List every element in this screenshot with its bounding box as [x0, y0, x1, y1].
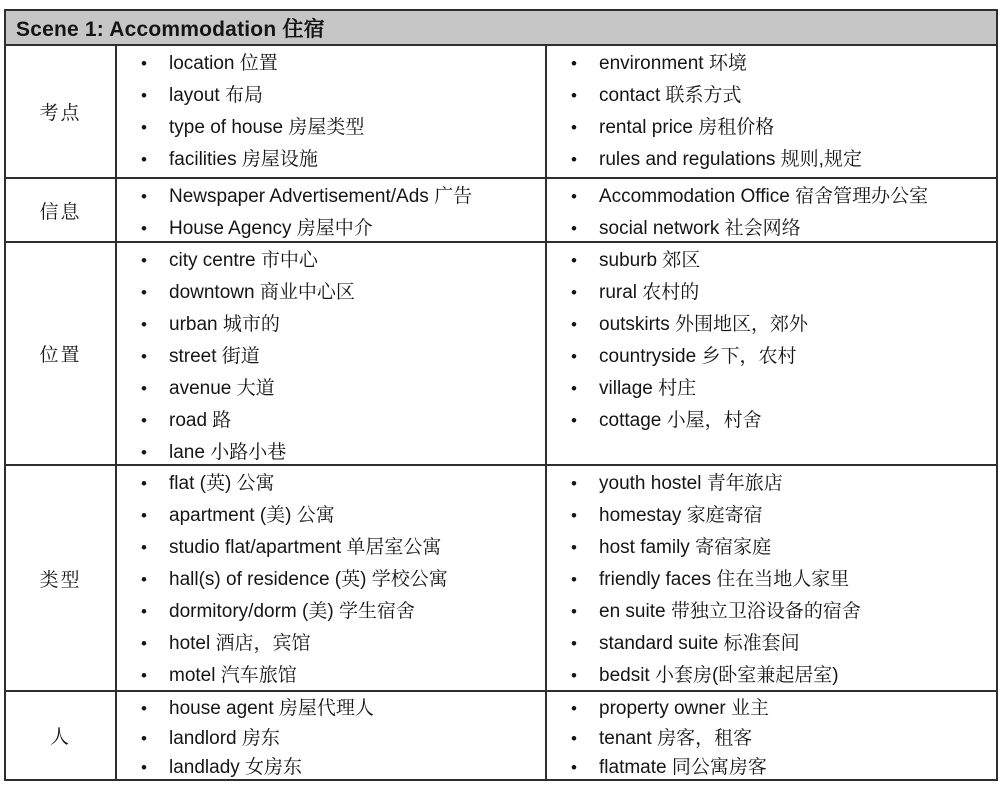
vocab-list-left: [117, 466, 545, 690]
bullet-icon: •: [141, 187, 147, 206]
vocab-item: [547, 144, 996, 176]
table-row: [6, 692, 996, 779]
bullet-icon: •: [141, 315, 147, 334]
bullet-icon: •: [571, 538, 577, 557]
bullet-icon: •: [141, 443, 147, 462]
vocab-text: host family 寄宿家庭: [599, 537, 772, 558]
vocab-item: [117, 596, 545, 628]
vocab-list-right: [547, 466, 996, 690]
vocab-text: road 路: [169, 410, 232, 431]
vocab-item: [547, 277, 996, 309]
bullet-icon: •: [571, 283, 577, 302]
table-row: [6, 46, 996, 179]
vocab-item: [117, 628, 545, 660]
bullet-icon: •: [141, 54, 147, 73]
vocabulary-table: [4, 9, 998, 781]
vocab-item: [117, 694, 545, 724]
vocab-item: [547, 181, 996, 213]
table-row: [6, 243, 996, 466]
bullet-icon: •: [141, 538, 147, 557]
vocab-item: [117, 341, 545, 373]
bullet-icon: •: [571, 634, 577, 653]
vocab-item: [547, 628, 996, 660]
page-title: Scene 1: Accommodation 住宿: [16, 17, 325, 41]
vocab-text: youth hostel 青年旅店: [599, 473, 783, 494]
vocab-item: [547, 694, 996, 724]
vocab-item: [117, 468, 545, 500]
vocab-text: city centre 市中心: [169, 250, 318, 271]
vocab-list-right: [547, 179, 996, 241]
vocab-list-right: [547, 46, 996, 176]
vocab-item: [547, 405, 996, 437]
vocab-list-left: [117, 692, 545, 779]
bullet-icon: •: [571, 219, 577, 238]
vocab-text: rules and regulations 规则,规定: [599, 149, 862, 170]
vocab-text: flat (英) 公寓: [169, 473, 275, 494]
vocab-text: street 街道: [169, 346, 260, 367]
vocab-item: [547, 500, 996, 532]
bullet-icon: •: [141, 411, 147, 430]
bullet-icon: •: [141, 506, 147, 525]
table-row: [6, 466, 996, 692]
vocab-item: [117, 564, 545, 596]
bullet-icon: •: [141, 602, 147, 621]
vocab-list-left: [117, 179, 545, 241]
bullet-icon: •: [571, 728, 577, 748]
vocab-text: facilities 房屋设施: [169, 149, 318, 170]
bullet-icon: •: [141, 379, 147, 398]
bullet-icon: •: [141, 150, 147, 169]
vocab-text: downtown 商业中心区: [169, 282, 355, 303]
vocab-text: rental price 房租价格: [599, 117, 775, 138]
vocab-item: [547, 724, 996, 754]
vocab-text: urban 城市的: [169, 314, 280, 335]
vocab-item: [547, 373, 996, 405]
vocab-text: Accommodation Office 宿舍管理办公室: [599, 186, 929, 207]
bullet-icon: •: [571, 347, 577, 366]
vocab-list-left: [117, 243, 545, 464]
bullet-icon: •: [141, 219, 147, 238]
vocab-item: [117, 405, 545, 437]
vocab-text: landlady 女房东: [169, 757, 303, 778]
row-label: 信息: [6, 179, 117, 241]
bullet-icon: •: [141, 570, 147, 589]
vocab-text: countryside 乡下，农村: [599, 346, 797, 367]
bullet-icon: •: [141, 251, 147, 270]
vocab-item: [547, 532, 996, 564]
vocab-text: hotel 酒店，宾馆: [169, 633, 311, 654]
vocab-item: [117, 181, 545, 213]
vocab-text: Newspaper Advertisement/Ads 广告: [169, 186, 473, 207]
vocab-list-left: [117, 46, 545, 176]
vocab-item: [117, 373, 545, 405]
vocab-text: dormitory/dorm (美) 学生宿舍: [169, 601, 415, 622]
bullet-icon: •: [141, 283, 147, 302]
vocab-item: [117, 112, 545, 144]
vocab-text: layout 布局: [169, 85, 263, 106]
vocab-item: [117, 245, 545, 277]
vocab-item: [547, 213, 996, 241]
vocab-text: House Agency 房屋中介: [169, 218, 373, 239]
bullet-icon: •: [571, 666, 577, 685]
bullet-icon: •: [571, 251, 577, 270]
table-header: [6, 11, 996, 46]
vocab-item: [547, 564, 996, 596]
bullet-icon: •: [141, 666, 147, 685]
vocab-item: [547, 112, 996, 144]
bullet-icon: •: [141, 758, 147, 777]
vocab-text: rural 农村的: [599, 282, 700, 303]
vocab-cell-left: [117, 46, 547, 177]
bullet-icon: •: [571, 758, 577, 777]
vocab-list-right: [547, 692, 996, 779]
table-row: [6, 179, 996, 243]
vocab-text: tenant 房客，租客: [599, 727, 753, 749]
bullet-icon: •: [141, 634, 147, 653]
vocab-text: suburb 郊区: [599, 250, 701, 271]
row-label: 位置: [6, 243, 117, 464]
bullet-icon: •: [571, 570, 577, 589]
vocab-cell-right: [547, 243, 996, 464]
vocab-text: environment 环境: [599, 53, 747, 74]
vocab-item: [117, 532, 545, 564]
vocab-item: [547, 309, 996, 341]
vocab-text: homestay 家庭寄宿: [599, 505, 763, 526]
vocab-text: landlord 房东: [169, 727, 280, 749]
bullet-icon: •: [141, 86, 147, 105]
vocab-cell-left: [117, 179, 547, 241]
vocab-item: [547, 80, 996, 112]
vocab-item: [547, 468, 996, 500]
vocab-item: [117, 660, 545, 690]
vocab-text: studio flat/apartment 单居室公寓: [169, 537, 442, 558]
vocab-item: [117, 753, 545, 779]
vocab-text: standard suite 标准套间: [599, 633, 800, 654]
vocab-text: type of house 房屋类型: [169, 117, 365, 138]
vocab-item: [547, 341, 996, 373]
bullet-icon: •: [571, 187, 577, 206]
vocab-item: [547, 48, 996, 80]
row-label: 类型: [6, 466, 117, 690]
row-label: 考点: [6, 46, 117, 177]
vocab-list-right: [547, 243, 996, 437]
bullet-icon: •: [141, 347, 147, 366]
vocab-text: en suite 带独立卫浴设备的宿舍: [599, 601, 861, 622]
vocab-text: motel 汽车旅馆: [169, 665, 297, 686]
vocab-text: avenue 大道: [169, 378, 275, 399]
vocab-item: [547, 753, 996, 779]
vocab-item: [547, 245, 996, 277]
vocab-cell-right: [547, 179, 996, 241]
vocab-item: [117, 213, 545, 241]
bullet-icon: •: [571, 118, 577, 137]
vocab-text: property owner 业主: [599, 698, 770, 719]
vocab-item: [117, 500, 545, 532]
bullet-icon: •: [571, 602, 577, 621]
bullet-icon: •: [141, 118, 147, 137]
vocab-text: outskirts 外围地区，郊外: [599, 314, 809, 335]
bullet-icon: •: [141, 728, 147, 748]
bullet-icon: •: [571, 86, 577, 105]
vocab-text: location 位置: [169, 53, 278, 74]
vocab-item: [117, 80, 545, 112]
vocab-cell-right: [547, 692, 996, 779]
vocab-item: [117, 277, 545, 309]
bullet-icon: •: [571, 411, 577, 430]
vocab-cell-left: [117, 466, 547, 690]
vocab-item: [117, 437, 545, 464]
vocab-text: house agent 房屋代理人: [169, 698, 374, 719]
vocab-text: village 村庄: [599, 378, 697, 399]
vocab-text: cottage 小屋，村舍: [599, 410, 762, 431]
bullet-icon: •: [571, 506, 577, 525]
bullet-icon: •: [571, 379, 577, 398]
bullet-icon: •: [141, 699, 147, 718]
vocab-item: [547, 660, 996, 690]
vocab-cell-left: [117, 692, 547, 779]
vocab-text: hall(s) of residence (英) 学校公寓: [169, 569, 448, 590]
vocab-text: contact 联系方式: [599, 85, 742, 106]
vocab-cell-right: [547, 466, 996, 690]
vocab-text: bedsit 小套房(卧室兼起居室): [599, 665, 839, 686]
vocab-item: [117, 144, 545, 176]
vocab-text: social network 社会网络: [599, 218, 801, 239]
bullet-icon: •: [571, 699, 577, 718]
vocab-text: flatmate 同公寓房客: [599, 757, 767, 778]
vocab-text: lane 小路小巷: [169, 442, 287, 463]
vocab-text: apartment (美) 公寓: [169, 505, 335, 526]
bullet-icon: •: [571, 54, 577, 73]
row-label: 人: [6, 692, 117, 779]
bullet-icon: •: [571, 474, 577, 493]
vocab-item: [547, 596, 996, 628]
bullet-icon: •: [571, 315, 577, 334]
vocab-text: friendly faces 住在当地人家里: [599, 569, 850, 590]
vocab-cell-right: [547, 46, 996, 177]
bullet-icon: •: [571, 150, 577, 169]
vocab-item: [117, 724, 545, 754]
vocab-item: [117, 48, 545, 80]
vocab-item: [117, 309, 545, 341]
vocab-cell-left: [117, 243, 547, 464]
bullet-icon: •: [141, 474, 147, 493]
